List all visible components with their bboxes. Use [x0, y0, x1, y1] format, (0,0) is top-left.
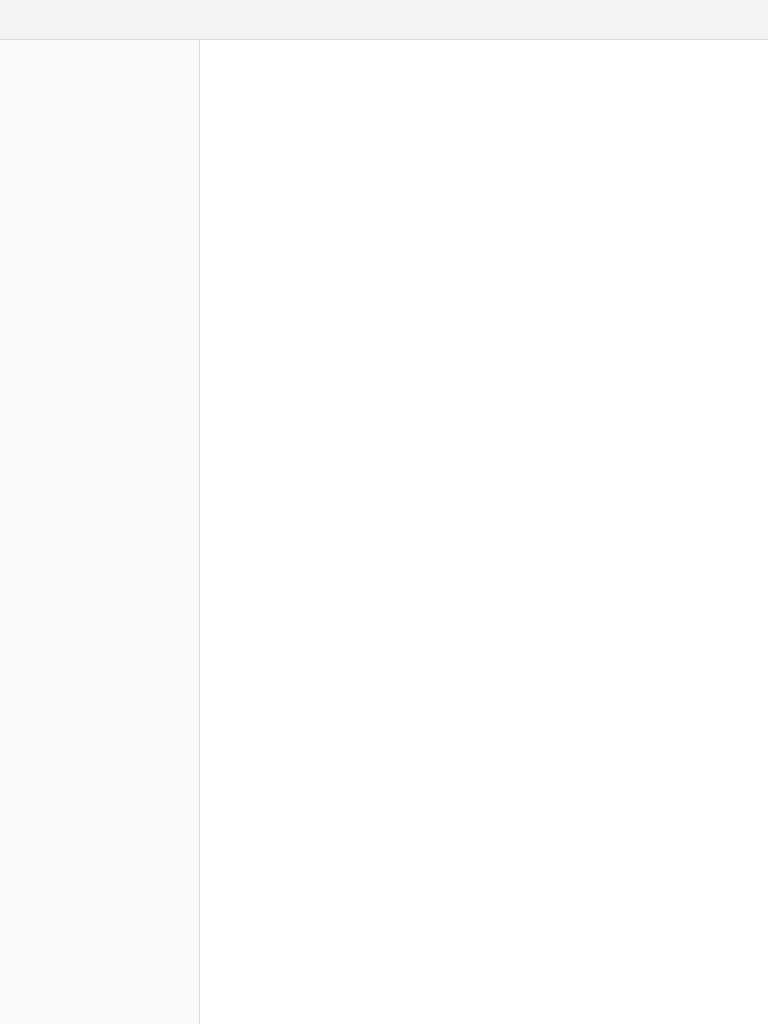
- sidebar: [0, 40, 200, 1024]
- page-title: [216, 56, 752, 78]
- title-bar: [0, 0, 768, 40]
- window-body: [0, 40, 768, 1024]
- main-content: [200, 40, 768, 1024]
